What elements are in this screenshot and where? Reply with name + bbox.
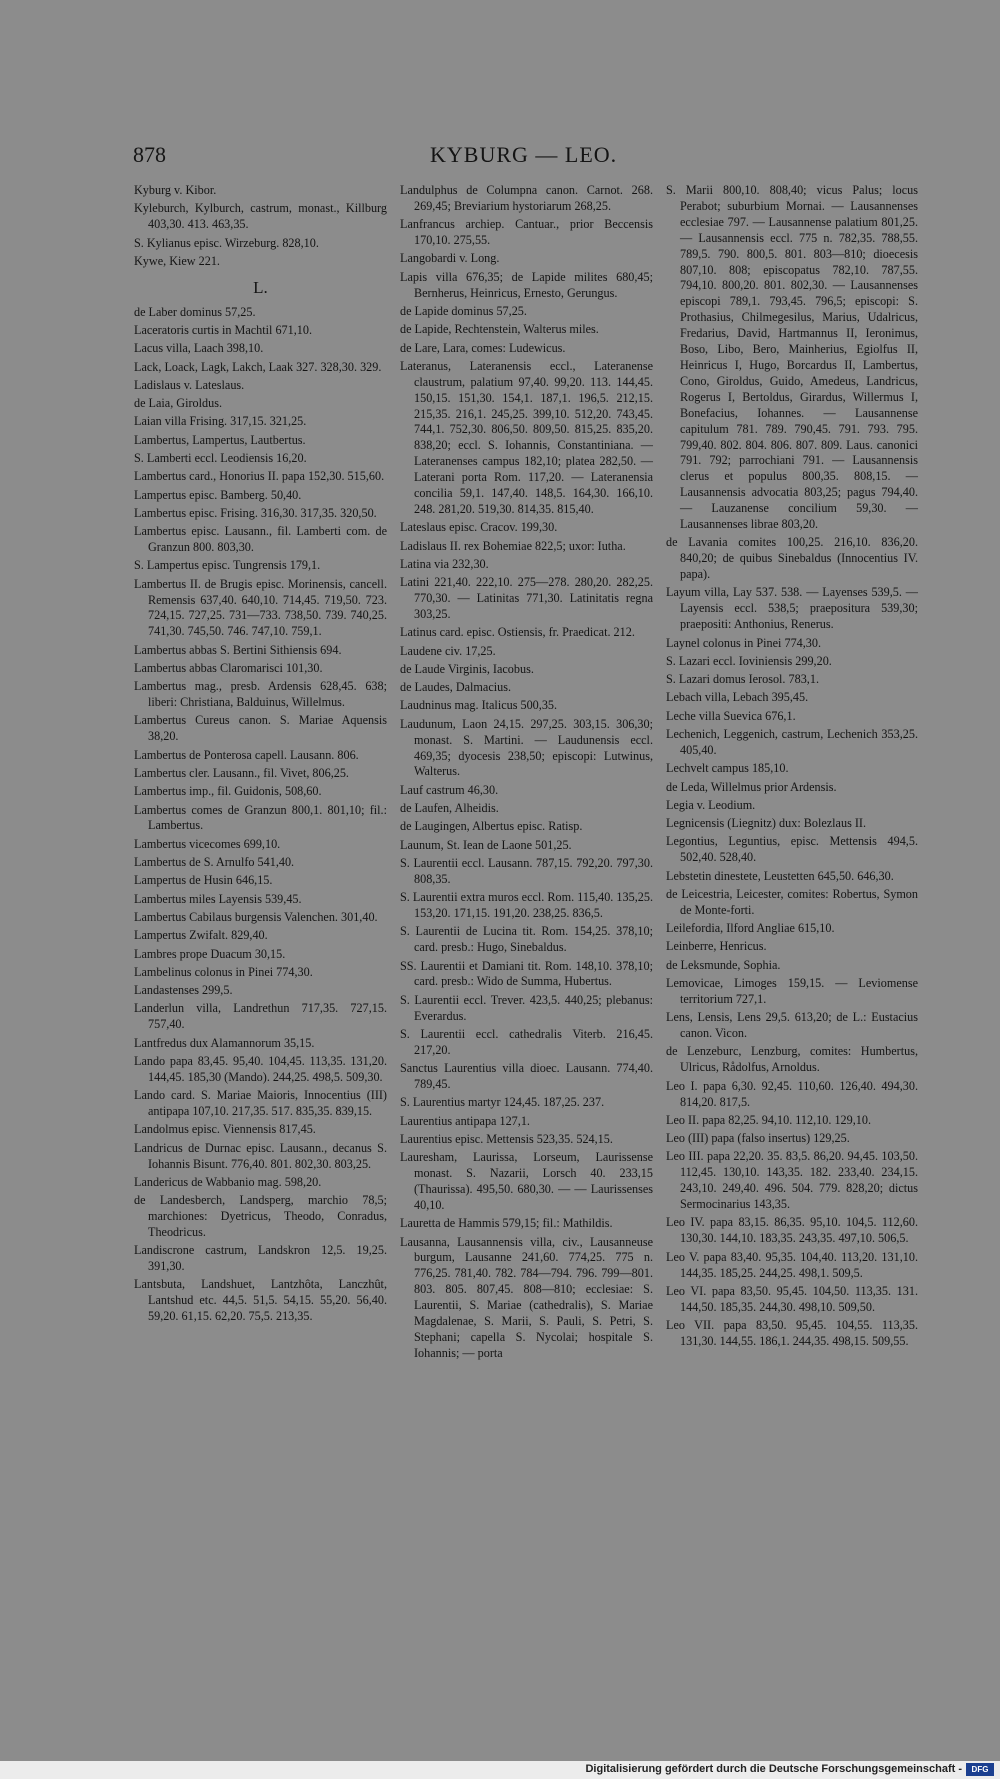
index-entry: Laudunum, Laon 24,15. 297,25. 303,15. 306,30; monast. S. Martini. — Laudunensis eccl. 469,35; dyocesis 238,50; episcopi: Lutwinus, Walterus.	[400, 716, 653, 779]
index-entry: Laynel colonus in Pinei 774,30.	[666, 635, 822, 650]
index-entry: Lausanna, Lausannensis villa, civ., Lausanneuse burgum, Lausanne 241,60. 774,25. 775 n. 776,25. 781,40. 782. 784—794. 796. 799—801. 803. 805. 807,45. 808—810; ecclesiae: S. Laurentii, S. Mariae (cathedralis), S. Mariae Magdalenae, S. Marii, S. Pauli, S. Petri, S. Stephani; capella S. Nycolai; hospitale S. Iohannis; — porta	[400, 1234, 653, 1360]
index-entry: Leche villa Suevica 676,1.	[666, 708, 796, 723]
index-entry: Lambertus II. de Brugis episc. Morinensis, cancell. Remensis 637,40. 640,10. 714,45. 719,50. 723. 724,15. 727,25. 731—733. 738,50. 739. 740,25. 741,30. 745,50. 746. 747,10. 759,1.	[134, 576, 387, 639]
index-entry: de Leicestria, Leicester, comites: Robertus, Symon de Monte-forti.	[666, 886, 918, 917]
dfg-logo: DFG	[966, 1763, 994, 1776]
index-entry: de Laufen, Alheidis.	[400, 801, 499, 816]
index-entry: Lambelinus colonus in Pinei 774,30.	[134, 964, 313, 979]
index-entry: Launum, St. Iean de Laone 501,25.	[400, 837, 572, 852]
footer-credit: Digitalisierung gefördert durch die Deutsche Forschungsgemeinschaft -	[585, 1763, 962, 1775]
index-entry: Kywe, Kiew 221.	[134, 253, 220, 268]
index-entry: de Lenzeburc, Lenzburg, comites: Humbertus, Ulricus, Rådolfus, Arnoldus.	[666, 1044, 918, 1075]
index-entry: Lampertus de Husin 646,15.	[134, 873, 273, 888]
index-entry: S. Lazari eccl. Ioviniensis 299,20.	[666, 653, 832, 668]
index-entry: Lack, Loack, Lagk, Lakch, Laak 327. 328,30. 329.	[134, 359, 382, 374]
index-entry: Lauresham, Laurissa, Lorseum, Laurissense monast. S. Nazarii, Lorsch 40. 233,15 (Thaurissa). 495,50. 680,30. — — Laurissenses 40,10.	[400, 1150, 653, 1212]
index-entry: de Lavania comites 100,25. 216,10. 836,20. 840,20; de quibus Sinebaldus (Innocentius IV. papa).	[666, 535, 918, 582]
page-number: 878	[133, 142, 166, 167]
index-entry: S. Laurentii eccl. cathedralis Viterb. 216,45. 217,20.	[400, 1026, 653, 1057]
index-entry: S. Lamberti eccl. Leodiensis 16,20.	[134, 450, 307, 465]
section-letter: L.	[253, 277, 268, 297]
index-entry: Lambertus episc. Lausann., fil. Lamberti com. de Granzun 800. 803,30.	[134, 524, 387, 555]
index-entry: Leo III. papa 22,20. 35. 83,5. 86,20. 94,45. 103,50. 112,45. 130,10. 143,35. 182. 233,40. 234,15. 243,10. 249,40. 496. 504. 779. 828,20; dictus Sermocinarius 143,35.	[666, 1149, 918, 1212]
index-entry: Lambertus cler. Lausann., fil. Vivet, 806,25.	[134, 765, 349, 780]
index-entry: Sanctus Laurentius villa dioec. Lausann. 774,40. 789,45.	[400, 1061, 653, 1092]
index-entry: Landulphus de Columpna canon. Carnot. 268. 269,45; Breviarium hystoriarum 268,25.	[400, 183, 653, 213]
index-entry: Legontius, Leguntius, episc. Mettensis 494,5. 502,40. 528,40.	[666, 834, 918, 865]
index-entry: de Lapide, Rechtenstein, Walterus miles.	[400, 322, 599, 337]
index-entry: Lechvelt campus 185,10.	[666, 761, 789, 776]
index-entry: Landastenses 299,5.	[134, 983, 233, 998]
index-entry: Latina via 232,30.	[400, 556, 489, 571]
index-entry: S. Laurentii eccl. Lausann. 787,15. 792,20. 797,30. 808,35.	[400, 855, 653, 886]
index-entry: Lampertus Zwifalt. 829,40.	[134, 928, 268, 943]
index-entry: Lambertus card., Honorius II. papa 152,30. 515,60.	[134, 469, 385, 484]
index-entry: Lambertus comes de Granzun 800,1. 801,10; fil.: Lambertus.	[134, 802, 387, 833]
index-entry: Lebach villa, Lebach 395,45.	[666, 690, 809, 705]
index-entry: S. Marii 800,10. 808,40; vicus Palus; locus Perabot; suburbium Mornai. — Lausannenses ecclesiae 797. — Lausannense palatium 801,25. — Lausannensis eccl. 775 n. 782,35. 788,55. 789,5. 790. 800,5. 801. 803—810; dioecesis 807,10. 808; episcopatus 782,10. 787,55. 794,10. 800,20. 801. 802,30. — Lausannenses episcopi 789,1. 793,45. 796,5; episcopi: S. Prothasius, Chilmegesilus, Marius, Udalricus, Fredarius, David, Hartmannus II, Ieronimus, Boso, Libo, Bero, Mainherius, Egiolfus II, Heinricus I, Hugo, Borcardus II, Lambertus, Cono, Giroldus, Guido, Amedeus, Landricus, Rogerus I, Bertoldus, Girardus, Willermus I, Bonefacius, Iohannes. — Lausannense capitulum 781. 789. 790,45. 791. 793. 795. 799,40. 802. 804. 806. 807. 809. Laus. canonici 791. 792; parrochiani 791. — Lausannensis clerus et populus 800,35. 808,15. — Lausannensis advocatia 803,25; pagus 794,40. — Lauzanense concilium 59,30. — Lausannenses librae 803,20.	[666, 183, 918, 532]
index-entry: de Landesberch, Landsperg, marchio 78,5; marchiones: Dyetricus, Theodo, Conradus, Theodricus.	[134, 1193, 387, 1239]
index-entry: Ladislaus v. Lateslaus.	[134, 377, 245, 392]
index-entry: de Laude Virginis, Iacobus.	[400, 661, 534, 676]
index-entry: Lambres prope Duacum 30,15.	[134, 946, 286, 961]
index-entry: Lambertus mag., presb. Ardensis 628,45. 638; liberi: Christiana, Balduinus, Willelmus.	[134, 679, 387, 710]
index-entry: Lateranus, Lateranensis eccl., Lateranense claustrum, palatium 97,40. 99,20. 113. 144,45. 150,15. 151,30. 154,1. 187,1. 196,5. 212,15. 215,35. 216,1. 245,25. 399,10. 512,20. 743,45. 744,1. 752,30. 806,50. 809,50. 815,25. 835,20. 838,20; eccl. S. Iohannis, Constantiniana. — Lateranenses campus 182,10; platea 282,50. — Laterani porta Rom. 117,20. — Lateranensia concilia 59,1. 147,40. 148,5. 164,30. 166,10. 248. 281,20. 519,30. 814,35. 815,40.	[400, 358, 653, 516]
index-entry: Lambertus episc. Frising. 316,30. 317,35. 320,50.	[134, 505, 377, 520]
index-entry: Laurentius antipapa 127,1.	[400, 1113, 530, 1128]
index-entry: Lando card. S. Mariae Maioris, Innocentius (III) antipapa 107,10. 217,35. 517. 835,35. 839,15.	[134, 1088, 387, 1119]
index-entry: Kyleburch, Kylburch, castrum, monast., Killburg 403,30. 413. 463,35.	[134, 201, 387, 232]
index-entry: Lemovicae, Limoges 159,15. — Leviomense territorium 727,1.	[666, 976, 918, 1006]
index-entry: S. Laurentius martyr 124,45. 187,25. 237.	[400, 1095, 605, 1110]
index-entry: Lacus villa, Laach 398,10.	[134, 341, 264, 356]
index-entry: Latini 221,40. 222,10. 275—278. 280,20. 282,25. 770,30. — Latinitas 771,30. Latinitatis regna 303,25.	[400, 575, 653, 621]
index-entry: de Laudes, Dalmacius.	[400, 680, 512, 695]
index-entry: Lanfrancus archiep. Cantuar., prior Beccensis 170,10. 275,55.	[400, 217, 653, 248]
index-entry: S. Kylianus episc. Wirzeburg. 828,10.	[134, 235, 319, 250]
index-entry: Kyburg v. Kibor.	[134, 183, 217, 197]
index-entry: Leilefordia, Ilford Angliae 615,10.	[666, 921, 835, 936]
index-entry: Lampertus episc. Bamberg. 50,40.	[134, 487, 302, 502]
index-entry: Lambertus vicecomes 699,10.	[134, 836, 281, 851]
index-entry: Lambertus miles Layensis 539,45.	[134, 891, 302, 906]
index-entry: Lando papa 83,45. 95,40. 104,45. 113,35. 131,20. 144,45. 185,30 (Mando). 244,25. 498,5. 509,30.	[134, 1053, 387, 1084]
index-entry: Lambertus imp., fil. Guidonis, 508,60.	[134, 784, 322, 799]
index-entry: Legia v. Leodium.	[666, 797, 756, 812]
index-entry: Lateslaus episc. Cracov. 199,30.	[400, 520, 558, 535]
index-entry: Layum villa, Lay 537. 538. — Layenses 539,5. — Layensis eccl. 538,5; praepositura 539,30; praepositi: Anthonius, Renerus.	[666, 585, 918, 632]
index-entry: Leo VI. papa 83,50. 95,45. 104,50. 113,35. 131. 144,50. 185,35. 244,30. 498,10. 509,50.	[666, 1283, 918, 1314]
index-column-2	[400, 183, 653, 1364]
index-entry: Leo (III) papa (falso insertus) 129,25.	[666, 1131, 850, 1146]
index-entry: S. Laurentii eccl. Trever. 423,5. 440,25; plebanus: Everardus.	[400, 992, 653, 1023]
running-head: KYBURG — LEO.	[430, 142, 618, 167]
index-entry: Leo IV. papa 83,15. 86,35. 95,10. 104,5. 112,60. 130,30. 144,10. 183,35. 243,35. 497,10. 506,5.	[666, 1215, 918, 1246]
index-entry: Lauf castrum 46,30.	[400, 782, 499, 797]
index-entry: Lauretta de Hammis 579,15; fil.: Mathildis.	[400, 1216, 613, 1231]
index-entry: Landericus de Wabbanio mag. 598,20.	[134, 1174, 322, 1189]
index-entry: Lambertus, Lampertus, Lautbertus.	[134, 432, 306, 447]
index-entry: Laudninus mag. Italicus 500,35.	[400, 698, 558, 713]
index-entry: Lambertus abbas Claromarisci 101,30.	[134, 660, 323, 675]
index-entry: de Laia, Giroldus.	[134, 396, 222, 411]
index-entry: Laian villa Frising. 317,15. 321,25.	[134, 414, 307, 429]
index-entry: Leo II. papa 82,25. 94,10. 112,10. 129,10.	[666, 1112, 872, 1127]
index-entry: Leo I. papa 6,30. 92,45. 110,60. 126,40. 494,30. 814,20. 817,5.	[666, 1078, 918, 1109]
index-entry: Legnicensis (Liegnitz) dux: Bolezlaus II.	[666, 816, 867, 831]
index-entry: Landerlun villa, Landrethun 717,35. 727,15. 757,40.	[134, 1001, 387, 1032]
index-entry: Langobardi v. Long.	[400, 251, 500, 266]
index-entry: Lantsbuta, Landshuet, Lantzhôta, Lanczhût, Lantshud etc. 44,5. 51,5. 54,15. 55,20. 56,40. 59,20. 61,15. 62,20. 75,5. 213,35.	[134, 1277, 387, 1324]
index-entry: de Leksmunde, Sophia.	[666, 957, 781, 972]
index-entry: Landricus de Durnac episc. Lausann., decanus S. Iohannis Bisunt. 776,40. 801. 802,30. 803,25.	[134, 1140, 387, 1171]
index-entry: Lambertus Cabilaus burgensis Valenchen. 301,40.	[134, 909, 378, 924]
index-entry: Lapis villa 676,35; de Lapide milites 680,45; Bernherus, Heinricus, Ernesto, Gerungus.	[400, 269, 653, 300]
index-entry: de Laber dominus 57,25.	[134, 304, 256, 319]
index-column-1	[134, 183, 387, 1328]
index-entry: Ladislaus II. rex Bohemiae 822,5; uxor: Iutha.	[400, 538, 626, 553]
index-entry: Lambertus de S. Arnulfo 541,40.	[134, 855, 295, 870]
index-entry: Lantfredus dux Alamannorum 35,15.	[134, 1035, 315, 1050]
index-entry: Lambertus de Ponterosa capell. Lausann. 806.	[134, 747, 359, 762]
index-entry: de Lare, Lara, comes: Ludewicus.	[400, 340, 566, 355]
index-entry: SS. Laurentii et Damiani tit. Rom. 148,10. 378,10; card. presb.: Wido de Summa, Hubertus.	[400, 958, 653, 989]
index-entry: Leo V. papa 83,40. 95,35. 104,40. 113,20. 131,10. 144,35. 185,25. 244,25. 498,1. 509,5.	[666, 1249, 918, 1280]
index-entry: Latinus card. episc. Ostiensis, fr. Praedicat. 212.	[400, 625, 635, 640]
index-entry: de Lapide dominus 57,25.	[400, 303, 527, 318]
index-entry: Leo VII. papa 83,50. 95,45. 104,55. 113,35. 131,30. 144,55. 186,1. 244,35. 498,15. 509,55.	[666, 1318, 918, 1348]
index-entry: S. Laurentii de Lucina tit. Rom. 154,25. 378,10; card. presb.: Hugo, Sinebaldus.	[400, 924, 653, 955]
index-entry: Landolmus episc. Viennensis 817,45.	[134, 1122, 316, 1137]
index-entry: Laurentius episc. Mettensis 523,35. 524,15.	[400, 1131, 613, 1146]
index-entry: Lechenich, Leggenich, castrum, Lechenich 353,25. 405,40.	[666, 727, 918, 757]
index-entry: Lens, Lensis, Lens 29,5. 613,20; de L.: Eustacius canon. Vicon.	[666, 1010, 918, 1041]
index-entry: Lambertus Cureus canon. S. Mariae Aquensis 38,20.	[134, 713, 387, 744]
index-entry: de Leda, Willelmus prior Ardensis.	[666, 779, 837, 794]
index-entry: Lebstetin dinestete, Leustetten 645,50. 646,30.	[666, 868, 894, 883]
index-entry: Laceratoris curtis in Machtil 671,10.	[134, 322, 313, 337]
index-entry: Landiscrone castrum, Landskron 12,5. 19,25. 391,30.	[134, 1243, 387, 1274]
index-entry: S. Lazari domus Ierosol. 783,1.	[666, 672, 819, 687]
index-entry: Lambertus abbas S. Bertini Sithiensis 694.	[134, 642, 342, 657]
index-entry: Laudene civ. 17,25.	[400, 643, 496, 658]
index-entry: Leinberre, Henricus.	[666, 939, 767, 954]
index-column-3	[666, 183, 918, 1352]
digitization-footer	[0, 1761, 1000, 1779]
index-entry: de Laugingen, Albertus episc. Ratisp.	[400, 819, 583, 834]
index-entry: S. Lampertus episc. Tungrensis 179,1.	[134, 558, 321, 573]
index-entry: S. Laurentii extra muros eccl. Rom. 115,40. 135,25. 153,20. 171,15. 191,20. 238,25. 836,5.	[400, 890, 653, 921]
